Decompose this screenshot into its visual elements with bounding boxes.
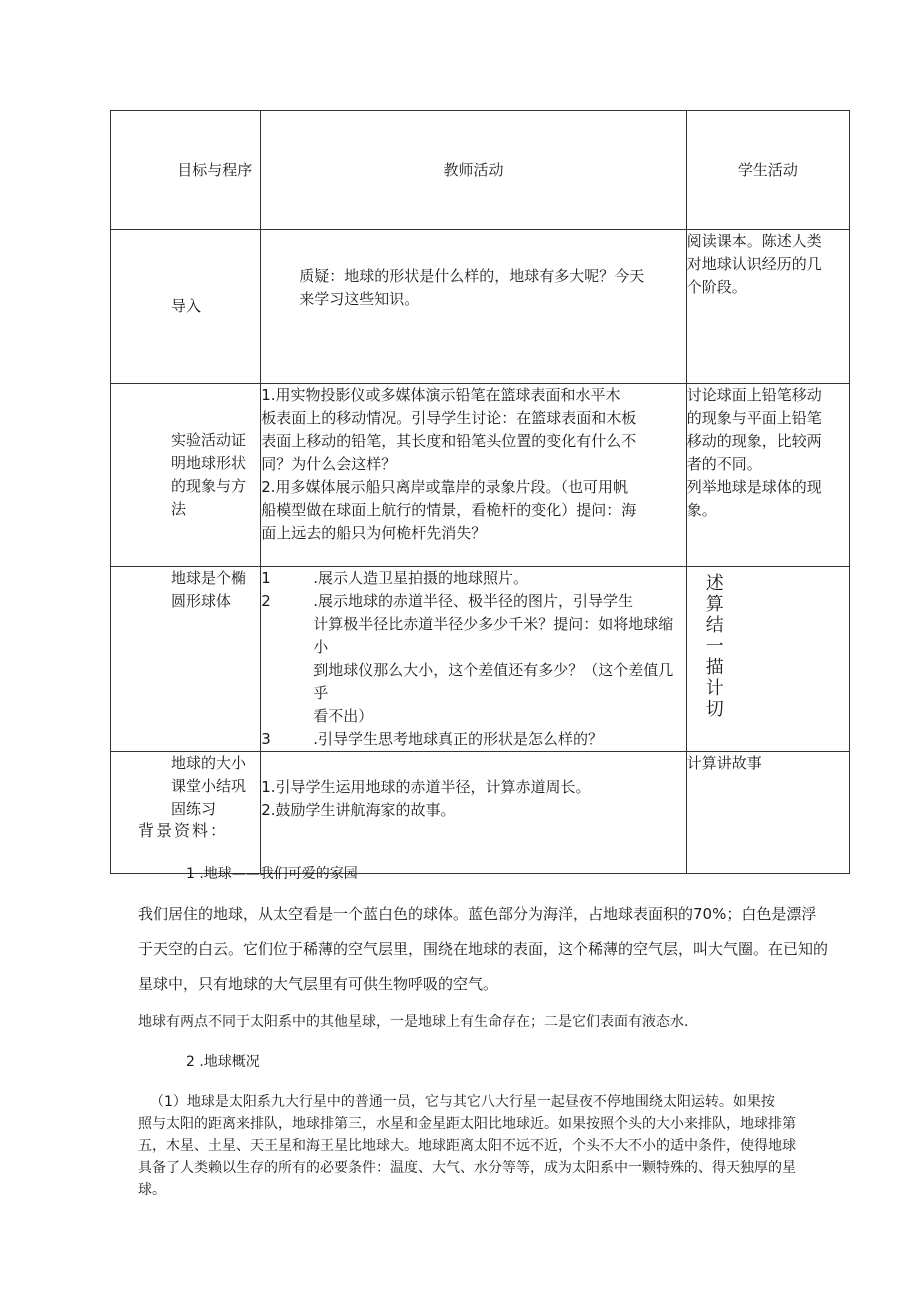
paragraph-line: 于天空的白云。它们位于稀薄的空气层里，围绕在地球的表面，这个稀薄的空气层，叫大气圈。在已知的 (138, 940, 829, 958)
header-target: 目标与程序 (111, 111, 261, 230)
row-student: 阅读课本。陈述人类 对地球认识经历的几 个阶段。 (686, 230, 849, 384)
row-target: 导入 (111, 230, 261, 384)
paragraph-line: 球。 (138, 1182, 166, 1198)
row-target: 地球的大小 课堂小结巩 固练习 (111, 752, 261, 874)
table-header-row (111, 111, 850, 230)
paragraph-line: 具备了人类赖以生存的所有的必要条件：温度、大气、水分等等，成为太阳系中一颗特殊的、得天独厚的星 (138, 1160, 796, 1176)
table-row (111, 384, 850, 567)
section-title: 2 .地球概况 (186, 1054, 260, 1070)
paragraph-line: 我们居住的地球，从太空看是一个蓝白色的球体。蓝色部分为海洋，占地球表面积的70%；白色是漂浮 (138, 905, 817, 923)
paragraph-line: 地球有两点不同于太阳系中的其他星球，一是地球上有生命存在；二是它们表面有液态水. (138, 1014, 689, 1030)
table-row (111, 752, 850, 874)
paragraph-line: （1）地球是太阳系九大行星中的普通一员，它与其它八大行星一起昼夜不停地围绕太阳运转。如果按 (150, 1094, 775, 1110)
paragraph-line: 照与太阳的距离来排队，地球排第三，水星和金星距太阳比地球近。如果按照个头的大小来排队，地球排第 (138, 1116, 796, 1132)
list-item: 1 .展示人造卫星拍摄的地球照片。 (261, 569, 528, 587)
row-teacher: 质疑：地球的形状是什么样的，地球有多大呢？今天 来学习这些知识。 (261, 230, 687, 384)
row-student: 讨论球面上铅笔移动 的现象与平面上铅笔 移动的现象，比较两 者的不同。 列举地球是球体的现 象。 (686, 384, 849, 567)
paragraph-line: 五，木星、土星、天王星和海王星比地球大。地球距离太阳不远不近，个头不大不小的适中条件，使得地球 (138, 1138, 796, 1154)
header-teacher: 教师活动 (261, 111, 687, 230)
row-teacher: 1.用实物投影仪或多媒体演示铅笔在篮球表面和水平木 板表面上的移动情况。引导学生讨论：在篮球表面和木板 表面上移动的铅笔，其长度和铅笔头位置的变化有什么不 同？为什么会这样？ 2.用多媒体展示船只离岸或靠岸的录象片段。（也可用帆 船模型做在球面上航行的情景，看桅杆的变化）提问：海 面上远去的船只为何桅杆先消失？ (261, 384, 687, 567)
vertical-text: 述 算 结 一 描 计 切 (705, 573, 724, 720)
lesson-plan-table (110, 110, 850, 874)
table-row (111, 567, 850, 752)
paragraph-line: 星球中，只有地球的大气层里有可供生物呼吸的空气。 (138, 975, 499, 993)
row-student: 计算讲故事 (686, 752, 849, 874)
row-target: 实验活动证 明地球形状 的现象与方 法 (111, 384, 261, 567)
table-row (111, 230, 850, 384)
list-item: 3 .引导学生思考地球真正的形状是怎么样的？ (261, 730, 603, 748)
background-heading: 背景资料： (138, 821, 229, 840)
section-title: 1 .地球——我们可爱的家园 (186, 866, 358, 882)
header-student: 学生活动 (686, 111, 849, 230)
row-student (686, 567, 849, 752)
row-teacher (261, 567, 687, 752)
row-target: 地球是个椭 圆形球体 (111, 567, 261, 752)
list-item: 2 .展示地球的赤道半径、极半径的图片，引导学生 计算极半径比赤道半径少多少千米？提问：如将地球缩小 到地球仪那么大小，这个差值还有多少？（这个差值几乎 看不出） (261, 592, 674, 725)
row-teacher: 1.引导学生运用地球的赤道半径，计算赤道周长。 2.鼓励学生讲航海家的故事。 (261, 752, 687, 874)
